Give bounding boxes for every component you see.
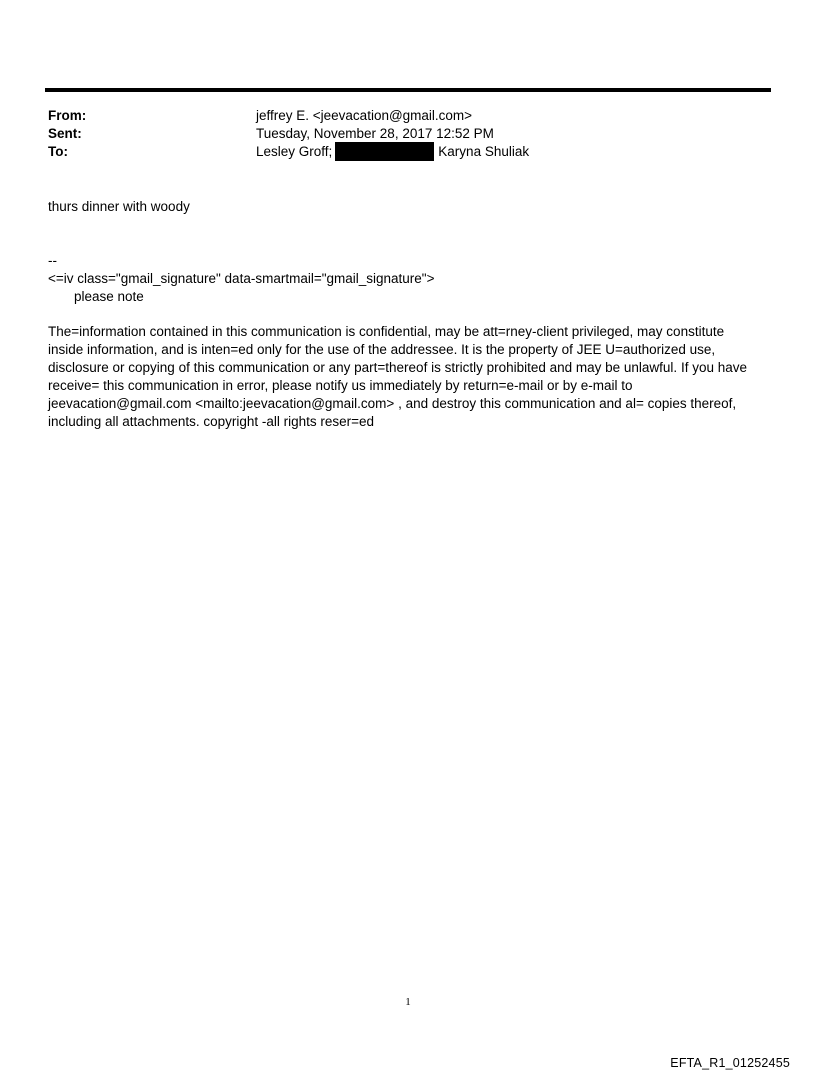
signature-note: please note: [74, 289, 144, 304]
confidentiality-disclaimer: The=information contained in this communication is confidential, may be att=rney-client privileged, may constitute inside information, and is inten=ed only for the use of the addressee. It is the property of JEE U=authorized use, disclosure or copying of this communication or any part=thereof is strictly prohibited and may be unlawful. If you have receive= this communication in error, please notify us immediately by return=e-mail or by e-mail to jeevacation@gmail.com <mailto:jeevacation@gmail.com> , and destroy this communication and al= copies thereof, including all attachments. copyright -all rights reser=ed: [48, 324, 747, 429]
to-label: To:: [48, 144, 68, 159]
document-id: EFTA_R1_01252455: [670, 1056, 790, 1070]
from-label: From:: [48, 108, 87, 123]
email-header: [48, 107, 768, 162]
to-recipient: Karyna Shuliak: [438, 144, 530, 159]
to-row: [48, 143, 768, 162]
to-recipient: Lesley Groff;: [256, 144, 333, 159]
sent-row: [48, 125, 768, 143]
to-value: [256, 143, 529, 162]
from-row: [48, 107, 768, 125]
sent-value: Tuesday, November 28, 2017 12:52 PM: [256, 126, 494, 141]
signature-separator: --: [48, 253, 57, 268]
message-text: thurs dinner with woody: [48, 199, 190, 214]
from-value: jeffrey E. <jeevacation@gmail.com>: [256, 108, 473, 123]
page-number: 1: [405, 996, 411, 1008]
redaction-block: [335, 142, 434, 161]
signature-markup: <=iv class="gmail_signature" data-smartmail="gmail_signature">: [48, 271, 435, 286]
sent-label: Sent:: [48, 126, 82, 141]
header-divider: [45, 88, 771, 92]
